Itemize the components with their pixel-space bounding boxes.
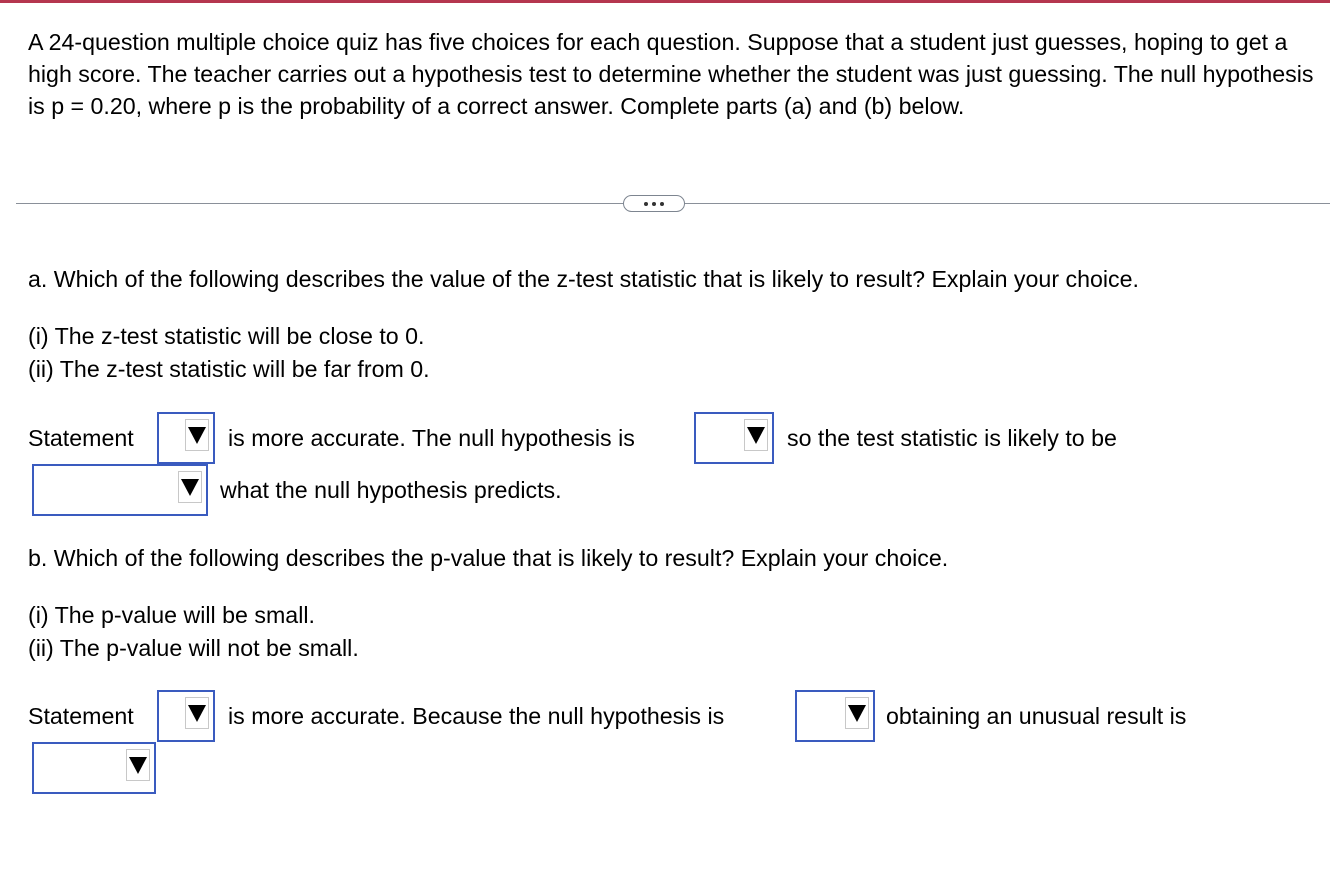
part-a-option-1: (i) The z-test statistic will be close to 0. [28, 323, 425, 349]
part-b-null-hypothesis-dropdown[interactable] [795, 690, 875, 742]
part-b-statement-dropdown[interactable] [157, 690, 215, 742]
chevron-down-icon [744, 419, 768, 451]
part-b-question: b. Which of the following describes the p-value that is likely to result? Explain your choice. [28, 545, 949, 571]
part-a-statement-label: Statement [28, 425, 134, 451]
dot [660, 202, 664, 206]
part-a-null-hypothesis-dropdown[interactable] [694, 412, 774, 464]
chevron-down-icon [185, 697, 209, 729]
part-b-text-1: is more accurate. Because the null hypothesis is [228, 703, 725, 729]
part-b-option-2: (ii) The p-value will not be small. [28, 635, 359, 661]
part-a-option-2: (ii) The z-test statistic will be far from 0. [28, 356, 430, 382]
chevron-down-icon [126, 749, 150, 781]
part-b-unusual-result-dropdown[interactable] [32, 742, 156, 794]
chevron-down-icon [845, 697, 869, 729]
problem-intro: A 24-question multiple choice quiz has five choices for each question. Suppose that a student just guesses, hoping to get a high score. The teacher carries out a hypothesis test to determine whether the student was just guessing. The null hypothesis is p = 0.20, where p is the probability of a correct answer. Complete parts (a) and (b) below. [28, 29, 1314, 119]
part-a-question: a. Which of the following describes the value of the z-test statistic that is likely to result? Explain your choice. [28, 266, 1139, 292]
dot [652, 202, 656, 206]
part-a-text-3: what the null hypothesis predicts. [220, 477, 562, 503]
part-b-statement-label: Statement [28, 703, 134, 729]
part-a-text-2: so the test statistic is likely to be [787, 425, 1117, 451]
part-b-option-1: (i) The p-value will be small. [28, 602, 315, 628]
part-a-statement-dropdown[interactable] [157, 412, 215, 464]
chevron-down-icon [185, 419, 209, 451]
more-dots-icon[interactable] [623, 195, 685, 212]
part-a-text-1: is more accurate. The null hypothesis is [228, 425, 635, 451]
top-accent-bar [0, 0, 1330, 3]
chevron-down-icon [178, 471, 202, 503]
dot [644, 202, 648, 206]
part-b-text-2: obtaining an unusual result is [886, 703, 1187, 729]
part-a-test-statistic-dropdown[interactable] [32, 464, 208, 516]
